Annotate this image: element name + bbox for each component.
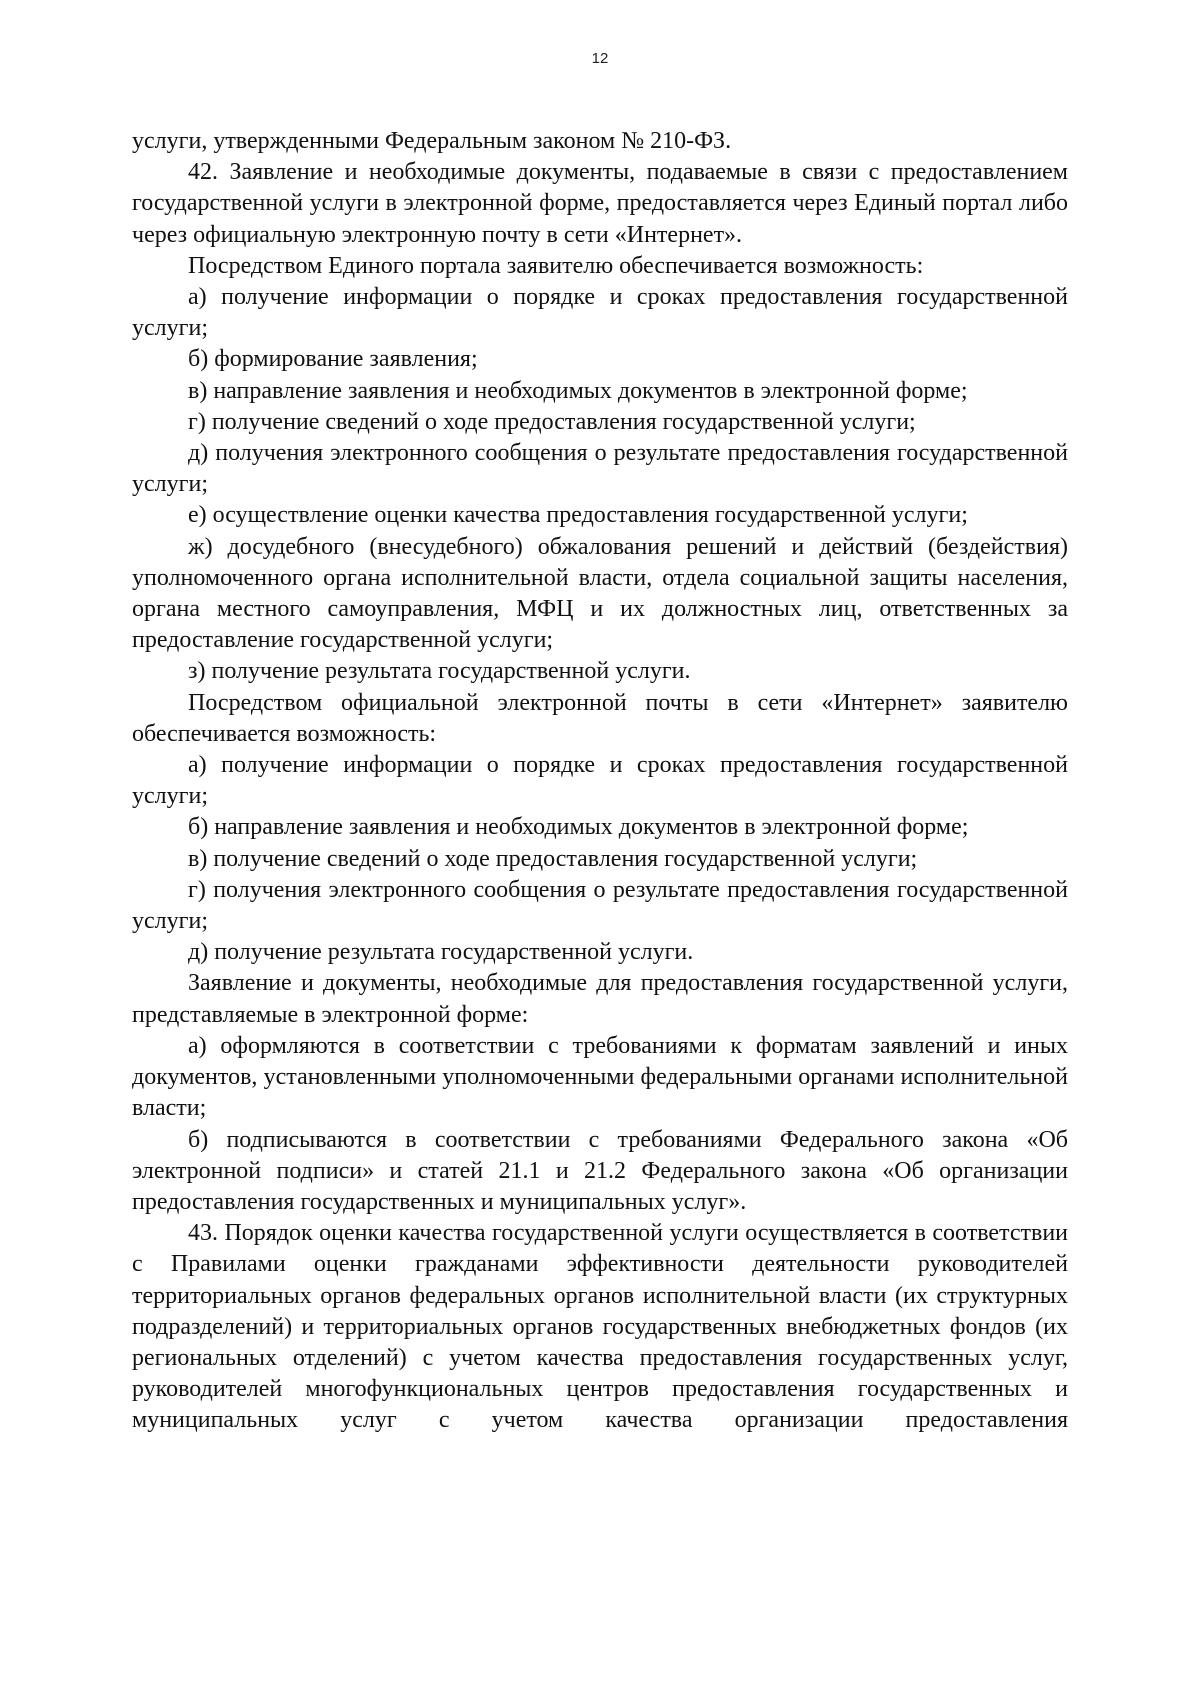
paragraph-email-intro: Посредством официальной электронной почты в сети «Интернет» заявителю обеспечивается возможность: [132, 689, 1068, 747]
list-item-portal-g: г) получение сведений о ходе предоставления государственной услуги; [188, 408, 916, 435]
list-item-email-d: д) получение результата государственной услуги. [188, 939, 694, 966]
paragraph-item-43: 43. Порядок оценки качества государственной услуги осуществляется в соответствии с Правилами оценки гражданами эффективности деятельности руководителей территориальных органов федеральных органов исполнительной власти (их структурных подразделений) и территориальных органов государственных внебюджетных фондов (их региональных отделений) с учетом качества предоставления государственных услуг, руководителей многофункциональных центров предоставления государственных и муниципальных услуг с учетом качества организации предоставления [132, 1220, 1068, 1434]
list-item-portal-zh: ж) досудебного (внесудебного) обжалования решений и действий (бездействия) уполномоченного органа исполнительной власти, отдела социальной защиты населения, органа местного самоуправления, МФЦ и их должностных лиц, ответственных за предоставление государственной услуги; [132, 533, 1068, 654]
list-item-portal-z: з) получение результата государственной услуги. [188, 658, 691, 685]
document-body [132, 126, 1068, 1437]
list-item-portal-e: е) осуществление оценки качества предоставления государственной услуги; [188, 502, 968, 529]
list-item-portal-b: б) формирование заявления; [188, 346, 478, 373]
list-item-portal-a: а) получение информации о порядке и сроках предоставления государственной услуги; [132, 284, 1068, 342]
paragraph-continuation: услуги, утвержденными Федеральным законом № 210-ФЗ. [132, 128, 732, 154]
paragraph-documents-intro: Заявление и документы, необходимые для предоставления государственной услуги, представляемые в электронной форме: [132, 970, 1068, 1028]
list-item-documents-b: б) подписываются в соответствии с требованиями Федерального закона «Об электронной подписи» и статей 21.1 и 21.2 Федерального закона «Об организации предоставления государственных и муниципальных услуг». [132, 1126, 1068, 1215]
list-item-email-a: а) получение информации о порядке и сроках предоставления государственной услуги; [132, 752, 1068, 810]
list-item-portal-v: в) направление заявления и необходимых документов в электронной форме; [188, 377, 968, 404]
paragraph-portal-intro: Посредством Единого портала заявителю обеспечивается возможность: [188, 252, 924, 279]
list-item-portal-d: д) получения электронного сообщения о результате предоставления государственной услуги; [132, 440, 1068, 498]
list-item-email-v: в) получение сведений о ходе предоставления государственной услуги; [188, 845, 918, 872]
list-item-email-b: б) направление заявления и необходимых документов в электронной форме; [188, 814, 969, 841]
page-number: 12 [591, 50, 609, 67]
paragraph-item-42: 42. Заявление и необходимые документы, подаваемые в связи с предоставлением государственной услуги в электронной форме, предоставляется через Единый портал либо через официальную электронную почту в сети «Интернет». [132, 159, 1068, 248]
list-item-documents-a: а) оформляются в соответствии с требованиями к форматам заявлений и иных документов, установленными уполномоченными федеральными органами исполнительной власти; [132, 1032, 1068, 1122]
list-item-email-g: г) получения электронного сообщения о результате предоставления государственной услуги; [132, 876, 1068, 935]
